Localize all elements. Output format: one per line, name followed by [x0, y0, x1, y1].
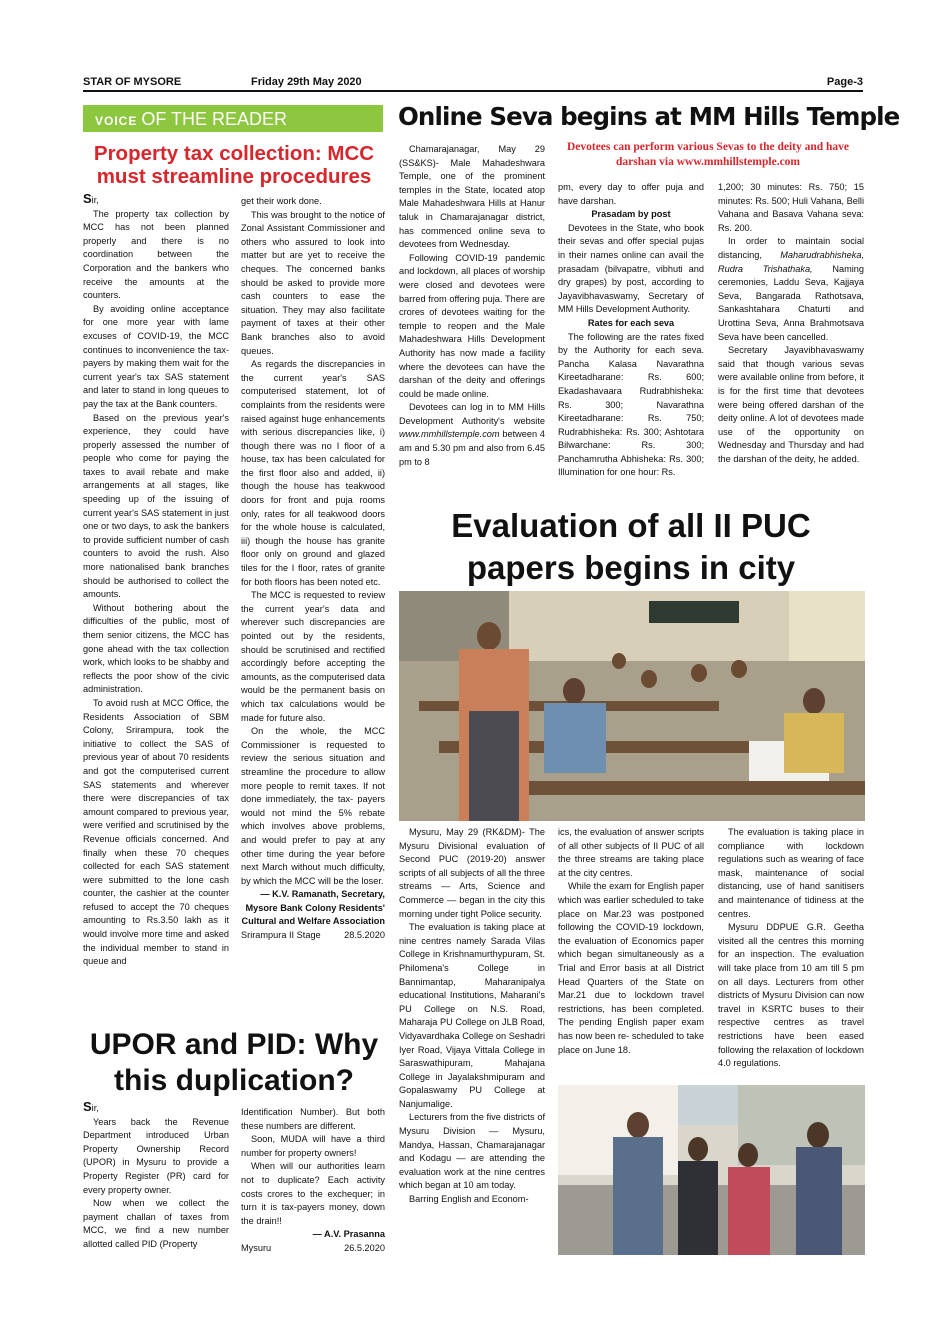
seva-cancel-sevas: Maharudrabhisheka, Rudra Trishathaka, — [718, 249, 864, 274]
letter1-paragraph: This was brought to the notice of Zonal Assistant Commissioner and others who assured to look into matter but are yet to receive the cheques. The concerned banks should be asked to provide more cash counters to ease the situation. They may also facilitate payment of taxes at their other Bank branches also to avoid queues. — [241, 209, 385, 356]
seva-website-link[interactable]: www.mmhillstemple.com — [399, 429, 500, 440]
puc-paragraph: Barring English and Econom- — [409, 1194, 529, 1205]
page-number: Page-3 — [826, 76, 863, 88]
thermal-screening-photo-art — [558, 1085, 865, 1255]
letter1-dropcap: S — [83, 191, 92, 206]
puc-paragraph: Lecturers from the five districts of Mysuru Division — Mysuru, Mandya, Hassan, Chamarajanagar and Kodagu — are attending the evaluation work at the nine centres which began at 10 am today. — [399, 1112, 545, 1191]
letter2-paragraph: Now when we collect the payment challan of taxes from MCC, we find a new number allotted called PID (Property — [83, 1198, 229, 1249]
letter1-paragraph: By avoiding online acceptance for one more year with lame excuses of COVID-19, the MCC continues to inconvenience the tax-payers by making them wait for the current year's tax SAS statement and later to stand in long queues to pay the tax at the Bank counters. — [83, 303, 229, 409]
letter1-date: 28.5.2020 — [344, 930, 385, 941]
puc-paragraph: Mysuru, May 29 (RK&DM)- The Mysuru Divisional evaluation of Second PUC (2019-20) answer scripts of all subjects of all the three streams — Arts, Science and Commerce — began in the city this morning under tight Police security. — [399, 827, 545, 919]
letter2-signature: — A.V. Prasanna — [312, 1229, 385, 1240]
puc-column-1 — [399, 826, 545, 1207]
seva-paragraph: pm, every day to offer puja and have darshan. — [558, 182, 704, 206]
letter1-place: Srirampura II Stage — [241, 930, 321, 941]
letter1-paragraph: Without bothering about the difficulties of the public, most of them senior citizens, the MCC has gone ahead with the tax collection work, which looks to be shabby and reflects the poor show of the civic administration. — [83, 602, 229, 695]
seva-login-tail: between 4 am and 5.30 pm and also from 6.45 pm to 8 — [399, 429, 545, 467]
seva-paragraph: Following COVID-19 pandemic and lockdown, all places of worship were closed and devotees were barred from offering puja. There are crores of devotees waiting for the temple to reopen and the Male Mahadeshwara Hills Development Authority has now made a facility where the devotees can have the darshan of the deity and offerings could be made online. — [399, 252, 545, 399]
thermal-screening-photo — [558, 1085, 865, 1255]
puc-column-2 — [558, 826, 704, 1057]
letter2-paragraph: Soon, MUDA will have a third number for property owners! — [241, 1134, 385, 1158]
voice-of-reader-banner — [83, 105, 383, 132]
masthead — [83, 74, 863, 92]
seva-subhead-prasadam: Prasadam by post — [591, 209, 671, 220]
seva-paragraph: The following are the rates fixed by the Authority for each seva. Pancha Kalasa Navarathna Kireetadharane: Rs. 600; Ekadashavaara Rudrabhisheka: Rs. 300; Navarathna Kireetadharane: Rs. 750; Rudrabhisheka: Rs. 300; Ashtotara Bilwarchane: Rs. 300; Panchamrutha Abhisheka: Rs. 300; Illumination for one hour: Rs. — [558, 331, 704, 478]
seva-column-1 — [399, 143, 545, 469]
letter2-paragraph: When will our authorities learn not to duplicate? Each activity costs crores to the exchequer; in turn it is tax-payers money, down the drain!! — [241, 1161, 385, 1226]
letter2-dateline — [241, 1242, 385, 1256]
puc-paragraph: The evaluation is taking place at nine centres namely Sarada Vilas College in Krishnamurthypuram, St. Philomena's College in Bannimantap, Maharanipalya educational Institutions, Maharani's PU College on N.S. Road, Maharaja PU College on JLB Road, Vidyavardhaka College on Seshadri Iyer Road, Vijaya Vittala College in Saraswathipuram, Mahajana College in Jayalakshmipuram and Gopalaswamy PU College at Nanjumalige. — [399, 922, 545, 1109]
puc-column-3 — [718, 826, 864, 1071]
letter1-paragraph: The property tax collection by MCC has not been planned properly and there is no coordination between the Corporation and the bankers who receive the amounts at the counters. — [83, 208, 229, 301]
issue-date: Friday 29th May 2020 — [251, 76, 362, 88]
letter2-place: Mysuru — [241, 1242, 272, 1253]
seva-paragraph: 1,200; 30 minutes: Rs. 750; 15 minutes: Rs. 500; Huli Vahana, Belli Vahana and Basava Vahana seva: Rs. 200. — [718, 182, 864, 233]
letter2-paragraph: Years back the Revenue Department introduced Urban Property Ownership Record (UPOR) in Mysuru to provide a Property Register (PR) card for every property owner. — [83, 1116, 229, 1195]
evaluation-hall-photo — [399, 591, 865, 821]
seva-column-2 — [558, 181, 704, 480]
letter2-headline: UPOR and PID: Why this duplication? — [89, 1028, 379, 1097]
seva-paragraph — [399, 401, 545, 469]
letter2-salutation — [83, 1100, 229, 1116]
seva-column-3 — [718, 181, 864, 466]
puc-paragraph: Mysuru DDPUE G.R. Geetha visited all the centres this morning for an inspection. The evaluation will take place from 10 am till 5 pm on all days. Lecturers from other districts of Mysuru Division can now travel in KSRTC buses to their respective centres as travel restrictions have been eased following the relaxation of lockdown 4.0 regulations. — [718, 922, 864, 1069]
voice-tag: VOICE — [95, 114, 138, 128]
letter2-dropcap: S — [83, 1099, 92, 1114]
seva-paragraph: Chamarajanagar, May 29 (SS&KS)- Male Mahadeshwara Temple, one of the prominent temples in the State, located atop Male Mahadeshwara Hills at Hanur taluk in Chamarajanagar district, has commenced online seva to devotees from Wednesday. — [399, 144, 545, 250]
letter1-paragraph: As regards the discrepancies in the current year's SAS computerised statement, lot of complaints from the residents were raised against huge enhancements with serious discrepancies like, i) though there was no I floor of a house, tax has been calculated for the first floor also and added, ii) though the house has teakwood doors for front and puja rooms only, rates for all teakwood doors for the whole house is calculated, iii) though the house has granite floor only on ground and glazed tiles for the I floor, rates of granite for both floors has been noted etc. — [241, 359, 385, 587]
puc-headline: Evaluation of all II PUC papers begins in city — [451, 507, 811, 586]
seva-deck: Devotees can perform various Sevas to the deity and have darshan via www.mmhillstemple.com — [566, 141, 850, 168]
letter2-salutation-rest: ir, — [91, 1103, 99, 1113]
letter2-column-1 — [83, 1100, 229, 1252]
letter1-paragraph: On the whole, the MCC Commissioner is requested to review the serious situation and streamline the procedure to allow more people to remit taxes. If not done immediately, the tax- payers would not mind the 5% rebate which involves above problems, and would prefer to pay at any other time during the year before next March without much difficulty, by which the MCC will be the loser. — [241, 726, 385, 886]
evaluation-hall-photo-art — [399, 591, 865, 821]
letter1-paragraph: To avoid rush at MCC Office, the Residents Association of SBM Colony, Srirampura, took the initiative to collect the SAS of previous year of about 70 residents and got the computerised current SAS statements and wherever there were discrepancies of tax amount compared to previous year, were verified and scrutinised by the Revenue officials concerned. And finally when these 70 cheques collected for each SAS statement were submitted to the lone cash counter, the cashier at the counter refused to accept the 70 cheques amounting to Rs.3.50 lakh as it would involve more time and asked the individual member to stand in queue and — [83, 697, 229, 967]
letter2-paragraph: Identification Number). But both these numbers are different. — [241, 1107, 385, 1131]
puc-paragraph: The evaluation is taking place in compliance with lockdown regulations such as wearing of face mask, maintenance of social distancing, use of hand sanitisers and maintenance of tidiness at the centres. — [718, 827, 864, 919]
voice-label: OF THE READER — [141, 109, 288, 129]
seva-headline: Online Seva begins at MM Hills Temple — [398, 102, 900, 131]
letter1-column-2 — [241, 195, 385, 943]
seva-cancel-tail: Naming ceremonies, Laddu Seva, Kajjaya Seva, Bangarada Rathotsava, Sankashtahara Chaturti and Urottina Seva, Anna Brahmotsava Seva have been cancelled. — [718, 263, 864, 342]
letter1-dateline — [241, 929, 385, 943]
seva-cancel-text: In order to maintain social distancing, — [718, 236, 864, 260]
seva-paragraph: Secretary Jayavibhavaswamy said that though various sevas were available online from before, it is for the first time that devotees were being offered darshan of the deity online. A lot of devotees made use of the opportunity on Wednesday and Thursday and had the darshan of the deity, he added. — [718, 345, 864, 464]
seva-paragraph: Devotees in the State, who book their sevas and offer special pujas in their names online can avail the prasadam (bilvapatre, vibhuti and dry grapes) by post, according to Jayavibhavaswamy, Secretary of MM Hills Development Authority. — [558, 222, 704, 315]
newspaper-name: STAR OF MYSORE — [83, 76, 182, 88]
letter2-date: 26.5.2020 — [344, 1242, 385, 1253]
letter1-headline: Property tax collection: MCC must streamline procedures — [93, 142, 375, 188]
puc-paragraph: ics, the evaluation of answer scripts of all other subjects of II PUC of all the three streams are taking place at the city centres. — [558, 827, 704, 878]
seva-subhead-rates: Rates for each seva — [587, 317, 675, 328]
letter1-paragraph: get their work done. — [241, 196, 322, 206]
letter1-column-1 — [83, 192, 229, 969]
letter1-paragraph: The MCC is requested to review the current year's data and wherever such discrepancies are pointed out by the residents, should be scrutinised and rectified accordingly before accepting the amounts, as the computerised data would be the permanent basis on which tax calculations would be made for future also. — [241, 590, 385, 723]
seva-paragraph — [718, 235, 864, 344]
letter1-paragraph: Based on the previous year's experience, they could have properly assessed the number of people who come for paying the taxes to avail rebate and make arrangements at all stages, like speeding up of the issuing of current year's SAS statement in just one or two days, to ask the bankers to provide sufficient number of cash counters to avoid the rush. Also more nationalised bank branches should be authorised to collect the amounts. — [83, 412, 229, 600]
letter1-signature: — K.V. Ramanath, Secretary, Mysore Bank Colony Residents' Cultural and Welfare Association — [241, 889, 385, 927]
letter2-column-2 — [241, 1106, 385, 1256]
seva-login-text: Devotees can log in to MM Hills Development Authority's website — [399, 402, 545, 426]
letter1-salutation-rest: ir, — [91, 195, 99, 205]
letter1-salutation — [83, 192, 229, 208]
puc-paragraph: While the exam for English paper which was earlier scheduled to take place on Mar.23 was postponed following the COVID-19 lockdown, the evaluation of Economics paper which began simultaneously as a Trial and Error basis at all District Head Quarters of the State on Mar.21 due to lockdown travel restrictions, has been completed. The pending English paper exam has now been re- scheduled to take place on June 18. — [558, 881, 704, 1055]
